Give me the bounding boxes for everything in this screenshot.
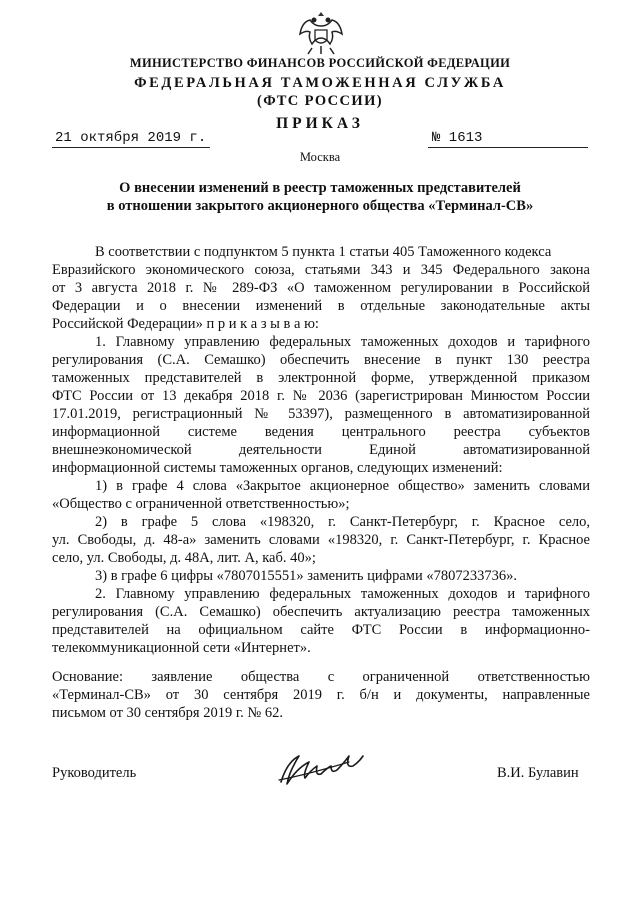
body-line: представителей на официальном сайте ФТС России в информационно- bbox=[52, 622, 590, 638]
order-number: № 1613 bbox=[432, 130, 483, 146]
body-line: 17.01.2019, регистрационный № 53397), размещенного в автоматизированной bbox=[52, 406, 590, 422]
body-line: информационной системы таможенных органов, следующих изменений: bbox=[52, 460, 503, 476]
number-underline bbox=[428, 147, 588, 148]
body-line: телекоммуникационной сети «Интернет». bbox=[52, 640, 311, 656]
body-line: ФТС России от 13 декабря 2018 г. № 2036 (зарегистрирован Минюстом России bbox=[52, 388, 590, 404]
body-line: 1. Главному управлению федеральных таможенных доходов и тарифного bbox=[95, 334, 590, 350]
body-line: В соответствии с подпунктом 5 пункта 1 статьи 405 Таможенного кодекса bbox=[95, 244, 552, 260]
body-line: от 3 августа 2018 г. № 289-ФЗ «О таможенном регулировании в Российской bbox=[52, 280, 590, 296]
signatory-name: В.И. Булавин bbox=[497, 765, 579, 781]
body-line: таможенных представителей в электронной форме, утвержденной приказом bbox=[52, 370, 590, 386]
ministry-name: МИНИСТЕРСТВО ФИНАНСОВ РОССИЙСКОЙ ФЕДЕРАЦИИ bbox=[129, 56, 511, 70]
body-line: регулирования (С.А. Семашко) обеспечить внесение в пункт 130 реестра bbox=[52, 352, 590, 368]
signatory-role: Руководитель bbox=[52, 765, 137, 781]
body-line: 2. Главному управлению федеральных таможенных доходов и тарифного bbox=[95, 586, 590, 602]
body-line: информационной системе ведения центрального реестра субъектов bbox=[52, 424, 590, 440]
date-underline bbox=[52, 147, 210, 148]
body-line: Евразийского экономического союза, статьями 343 и 345 Федерального закона bbox=[52, 262, 590, 278]
body-line: Основание: заявление общества с ограниченной ответственностью bbox=[52, 669, 590, 685]
body-line: регулирования (С.А. Семашко) обеспечить актуализацию реестра таможенных bbox=[52, 604, 590, 620]
city-name: Москва bbox=[299, 150, 341, 164]
body-line: Российской Федерации» п р и к а з ы в а ю: bbox=[52, 316, 319, 332]
order-title-line-1: О внесении изменений в реестр таможенных представителей bbox=[119, 180, 521, 196]
service-name: ФЕДЕРАЛЬНАЯ ТАМОЖЕННАЯ СЛУЖБА bbox=[134, 75, 506, 91]
handwritten-signature bbox=[275, 750, 375, 795]
body-line: 2) в графе 5 слова «198320, г. Санкт-Петербург, г. Красное село, bbox=[95, 514, 590, 530]
body-line: письмом от 30 сентября 2019 г. № 62. bbox=[52, 705, 283, 721]
service-short-name: (ФТС РОССИИ) bbox=[256, 93, 384, 109]
order-date: 21 октября 2019 г. bbox=[55, 130, 207, 146]
body-line: Федерации и о внесении изменений в отдельные законодательные акты bbox=[52, 298, 590, 314]
body-line: «Терминал-СВ» от 30 сентября 2019 г. б/н и документы, направленные bbox=[52, 687, 590, 703]
body-line: «Общество с ограниченной ответственностью»; bbox=[52, 496, 350, 512]
order-title-line-2: в отношении закрытого акционерного общества «Терминал-СВ» bbox=[106, 198, 534, 214]
body-line: внешнеэкономической деятельности Единой автоматизированной bbox=[52, 442, 590, 458]
body-line: 1) в графе 4 слова «Закрытое акционерное общество» заменить словами bbox=[95, 478, 590, 494]
body-line: село, ул. Свободы, д. 48А, лит. А, каб. 40»; bbox=[52, 550, 316, 566]
body-line: 3) в графе 6 цифры «7807015551» заменить цифрами «7807233736». bbox=[95, 568, 517, 584]
document-type: ПРИКАЗ bbox=[276, 115, 364, 132]
body-line: ул. Свободы, д. 48-а» заменить словами «198320, г. Санкт-Петербург, г. Красное bbox=[52, 532, 590, 548]
coat-of-arms-emblem bbox=[298, 8, 344, 58]
